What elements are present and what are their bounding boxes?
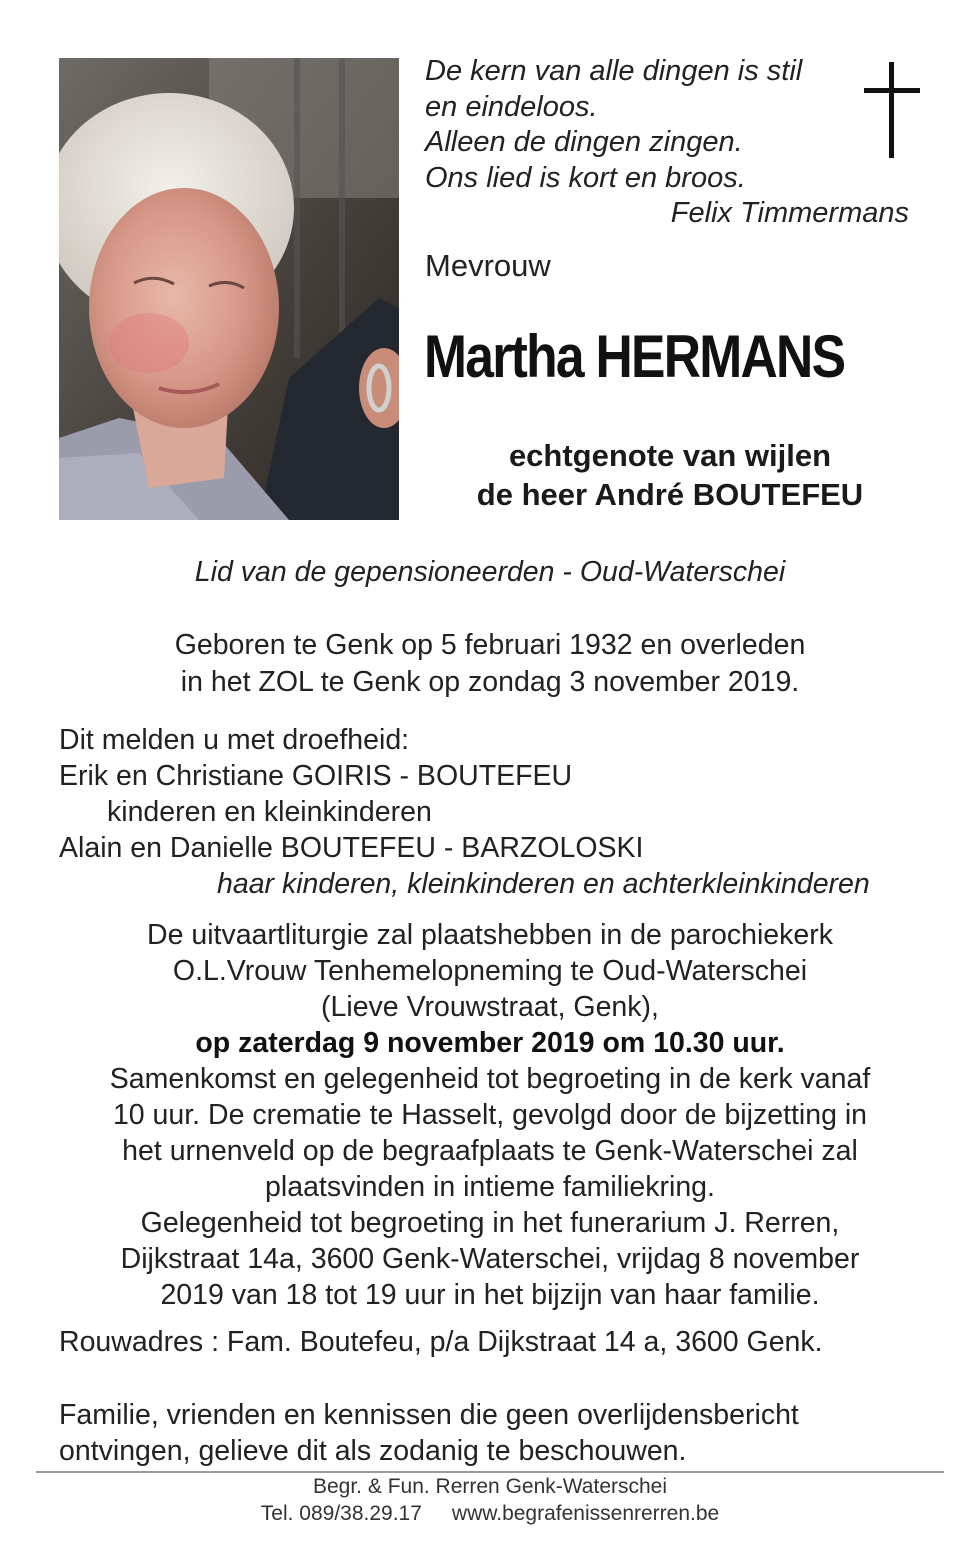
family-subline: kinderen en kleinkinderen — [107, 796, 432, 828]
funeral-info — [0, 917, 980, 1313]
footer-phone: Tel. 089/38.29.17 — [260, 1502, 422, 1525]
poem-line: en eindeloos. — [425, 90, 598, 123]
poem-line: Alleen de dingen zingen. — [425, 126, 743, 158]
mourning-address: Rouwadres : Fam. Boutefeu, p/a Dijkstraat 14 a, 3600 Genk. — [59, 1326, 823, 1358]
spouse-line: echtgenote van wijlen — [508, 438, 832, 473]
membership: Lid van de gepensioneerden - Oud-Waterschei — [194, 556, 786, 588]
honorific: Mevrouw — [425, 248, 551, 283]
funeral-line: Dijkstraat 14a, 3600 Genk-Waterschei, vrijdag 8 november — [120, 1243, 860, 1275]
funeral-line: De uitvaartliturgie zal plaatshebben in de parochiekerk — [147, 919, 833, 951]
notice — [59, 1397, 799, 1469]
family-subline: haar kinderen, kleinkinderen en achterkleinkinderen — [217, 868, 870, 900]
funeral-line: Samenkomst en gelegenheid tot begroeting in de kerk vanaf — [109, 1063, 871, 1095]
birth-death-info — [0, 627, 980, 701]
footer-divider — [36, 1471, 944, 1473]
deceased-name: Martha HERMANS — [424, 323, 845, 390]
family-line: Alain en Danielle BOUTEFEU - BARZOLOSKI — [59, 832, 644, 864]
spouse-line: de heer André BOUTEFEU — [476, 477, 864, 512]
notice-line: Familie, vrienden en kennissen die geen overlijdensbericht — [59, 1399, 799, 1431]
notice-line: ontvingen, gelieve dit als zodanig te beschouwen. — [59, 1435, 687, 1467]
birth-death-line: Geboren te Genk op 5 februari 1932 en overleden — [174, 629, 806, 661]
birth-death-line: in het ZOL te Genk op zondag 3 november 2019. — [180, 666, 800, 698]
funeral-line: plaatsvinden in intieme familiekring. — [265, 1171, 715, 1203]
funeral-datetime: op zaterdag 9 november 2019 om 10.30 uur. — [195, 1027, 785, 1059]
family-line: Erik en Christiane GOIRIS - BOUTEFEU — [59, 760, 573, 792]
funeral-line: (Lieve Vrouwstraat, Genk), — [321, 991, 659, 1023]
portrait-photo — [59, 58, 399, 520]
funeral-line: 10 uur. De crematie te Hasselt, gevolgd door de bijzetting in — [112, 1099, 868, 1131]
funeral-line: Gelegenheid tot begroeting in het funerarium J. Rerren, — [140, 1207, 840, 1239]
footer-company: Begr. & Fun. Rerren Genk-Waterschei — [312, 1475, 668, 1498]
poem-author: Felix Timmermans — [670, 197, 909, 229]
cross-icon — [864, 62, 920, 158]
spouse-info — [420, 436, 920, 514]
funeral-line: 2019 van 18 tot 19 uur in het bijzijn van haar familie. — [160, 1279, 820, 1311]
poem-line: De kern van alle dingen is stil — [425, 55, 803, 87]
announcement-intro: Dit melden u met droefheid: — [59, 724, 410, 756]
poem — [425, 54, 925, 232]
funeral-line: O.L.Vrouw Tenhemelopneming te Oud-Waterschei — [172, 955, 808, 987]
footer-website[interactable]: www.begrafenissenrerren.be — [451, 1502, 720, 1525]
footer-contact — [0, 1502, 980, 1526]
poem-line: Ons lied is kort en broos. — [425, 161, 746, 194]
funeral-line: het urnenveld op de begraafplaats te Genk-Waterschei zal — [122, 1135, 858, 1167]
announcement — [59, 722, 870, 902]
